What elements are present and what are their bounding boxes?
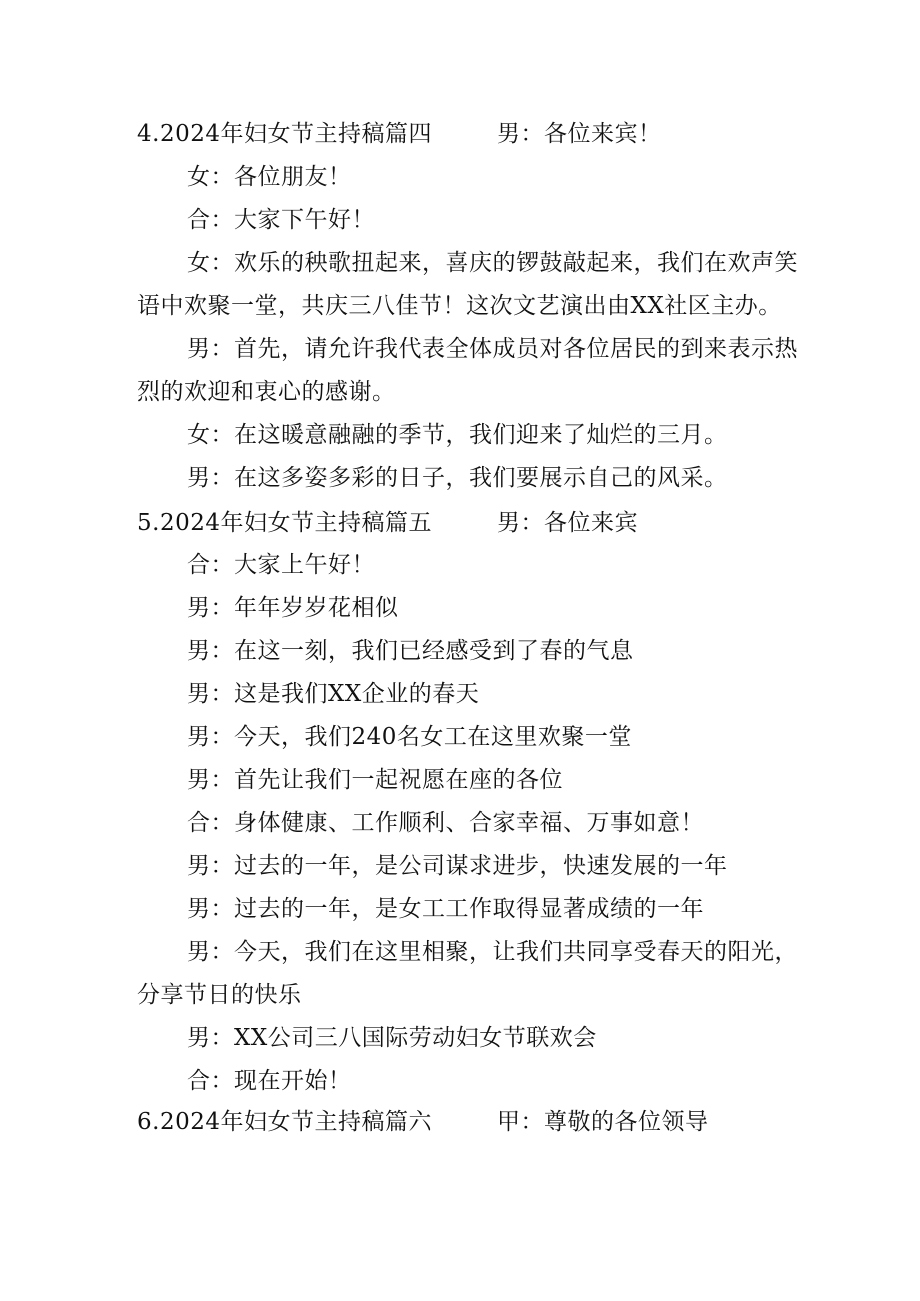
speech-line-continued: 烈的欢迎和衷心的感谢。 (137, 379, 396, 405)
speech-line: 男：今天，我们在这里相聚，让我们共同享受春天的阳光， (187, 939, 798, 965)
speech-line: 女：各位朋友！ (187, 164, 352, 190)
speech-line: 男：首先让我们一起祝愿在座的各位 (187, 767, 563, 793)
speech-line: 男：首先，请允许我代表全体成员对各位居民的到来表示热 (187, 336, 798, 362)
speech-line: 合：大家上午好！ (187, 552, 375, 578)
section-heading-6 (137, 1107, 709, 1137)
speech-line: 男：年年岁岁花相似 (187, 595, 399, 621)
speech-line: 男：这是我们XX企业的春天 (187, 681, 480, 707)
speech-line: 合：现在开始！ (187, 1068, 352, 1094)
speech-line-continued: 分享节日的快乐 (137, 982, 302, 1008)
section-heading-5 (137, 508, 638, 538)
section-title: 4.2024年妇女节主持稿篇四 (137, 121, 432, 147)
speech-line: 合：大家下午好！ (187, 207, 375, 233)
speech-line: 男：过去的一年，是公司谋求进步，快速发展的一年 (187, 853, 728, 879)
section-title: 6.2024年妇女节主持稿篇六 (137, 1109, 432, 1135)
speech-line: 甲：尊敬的各位领导 (497, 1109, 709, 1135)
speech-line: 男：XX公司三八国际劳动妇女节联欢会 (187, 1025, 597, 1051)
speech-line: 男：各位来宾 (497, 510, 638, 536)
speech-line: 男：过去的一年，是女工工作取得显著成绩的一年 (187, 896, 704, 922)
speech-line: 男：各位来宾！ (497, 121, 662, 147)
speech-line: 女：在这暖意融融的季节，我们迎来了灿烂的三月。 (187, 422, 728, 448)
section-title: 5.2024年妇女节主持稿篇五 (137, 510, 432, 536)
speech-line-continued: 语中欢聚一堂，共庆三八佳节！这次文艺演出由XX社区主办。 (137, 293, 782, 319)
section-heading-4 (137, 119, 662, 149)
speech-line: 男：在这一刻，我们已经感受到了春的气息 (187, 638, 634, 664)
speech-line: 合：身体健康、工作顺利、合家幸福、万事如意！ (187, 810, 704, 836)
speech-line: 男：在这多姿多彩的日子，我们要展示自己的风采。 (187, 465, 728, 491)
speech-line: 男：今天，我们240名女工在这里欢聚一堂 (187, 724, 632, 750)
speech-line: 女：欢乐的秧歌扭起来，喜庆的锣鼓敲起来，我们在欢声笑 (187, 250, 798, 276)
